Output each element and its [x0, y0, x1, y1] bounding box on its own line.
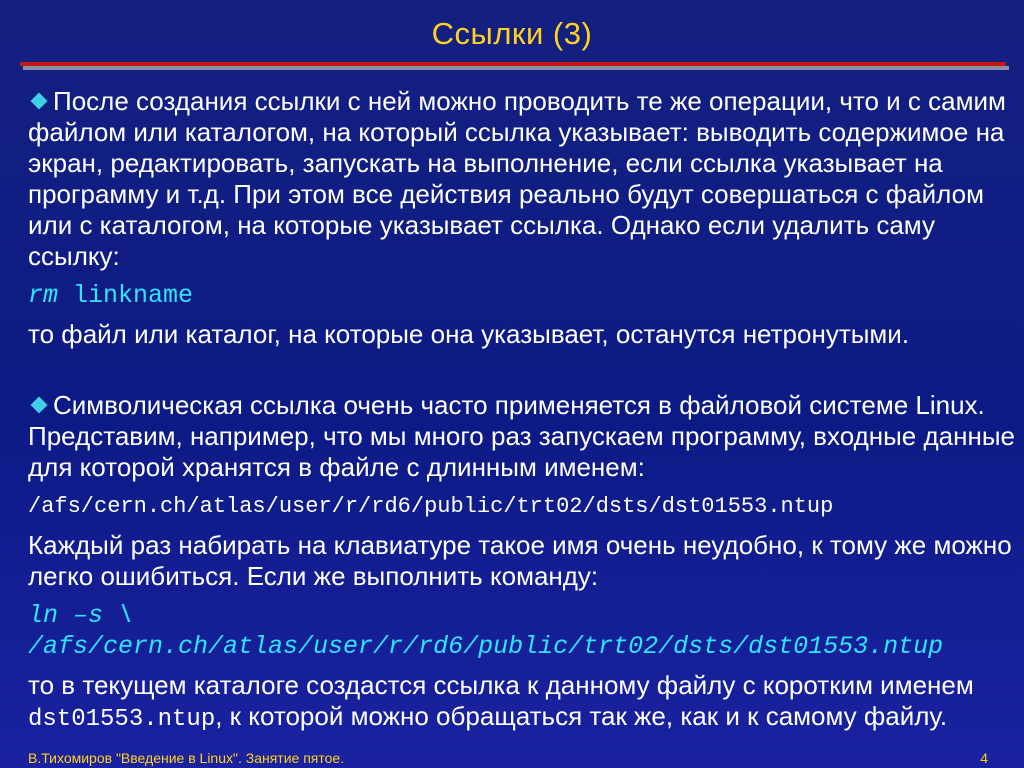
title-divider [20, 62, 1006, 71]
command-ln-path: /afs/cern.ch/atlas/user/r/rd6/public/trt02/dsts/dst01553.ntup [28, 632, 944, 661]
page-number: 4 [980, 750, 988, 766]
diamond-bullet-icon [31, 397, 48, 414]
divider-shadow [23, 66, 1009, 70]
paragraph-link-created [28, 670, 1018, 735]
command-rm [28, 280, 1018, 311]
slide-body [28, 86, 1018, 735]
divider-red-line [20, 62, 1006, 66]
command-name: rm [28, 281, 59, 310]
command-ln-line2 [28, 631, 1018, 662]
footer-author-course: В.Тихомиров "Введение в Linux". Занятие пятое. [28, 750, 345, 766]
paragraph-text: Символическая ссылка очень часто применяется в файловой системе Linux. Представим, например, что мы много раз запускаем программу, входные данные для которой хранятся в файле с длинным именем: [28, 390, 1015, 482]
paragraph-typing-inconvenience: Каждый раз набирать на клавиатуре такое имя очень неудобно, к тому же можно легко ошибиться. Если же выполнить команду: [28, 530, 1012, 591]
long-file-path: /afs/cern.ch/atlas/user/r/rd6/public/trt02/dsts/dst01553.ntup [28, 494, 834, 519]
paragraph-links-operations [28, 86, 1018, 272]
paragraph-text-end: , к которой можно обращаться так же, как и к самому файлу. [215, 701, 948, 731]
paragraph-rm-result: то файл или каталог, на которые она указывает, останутся нетронутыми. [28, 319, 910, 349]
paragraph-text-start: то в текущем каталоге создастся ссылка к данному файлу с коротким именем [28, 670, 974, 700]
command-argument: linkname [73, 281, 194, 310]
command-ln-line1 [28, 600, 1018, 631]
command-ln-text: ln –s \ [28, 601, 134, 630]
paragraph-symlink-usage [28, 390, 1018, 483]
paragraph-text: После создания ссылки с ней можно проводить те же операции, что и с самим файлом или каталогом, на который ссылка указывает: выводить содержимое на экран, редактировать, запускать на выполнение, если ссылка указывает на программу и т.д. При этом все действия реально будут совершаться с файлом или с каталогом, на которые указывает ссылка. Однако если удалить саму ссылку: [28, 86, 1006, 271]
diamond-bullet-icon [31, 93, 48, 110]
slide-title: Ссылки (3) [431, 16, 593, 51]
inline-filename: dst01553.ntup [28, 706, 216, 733]
